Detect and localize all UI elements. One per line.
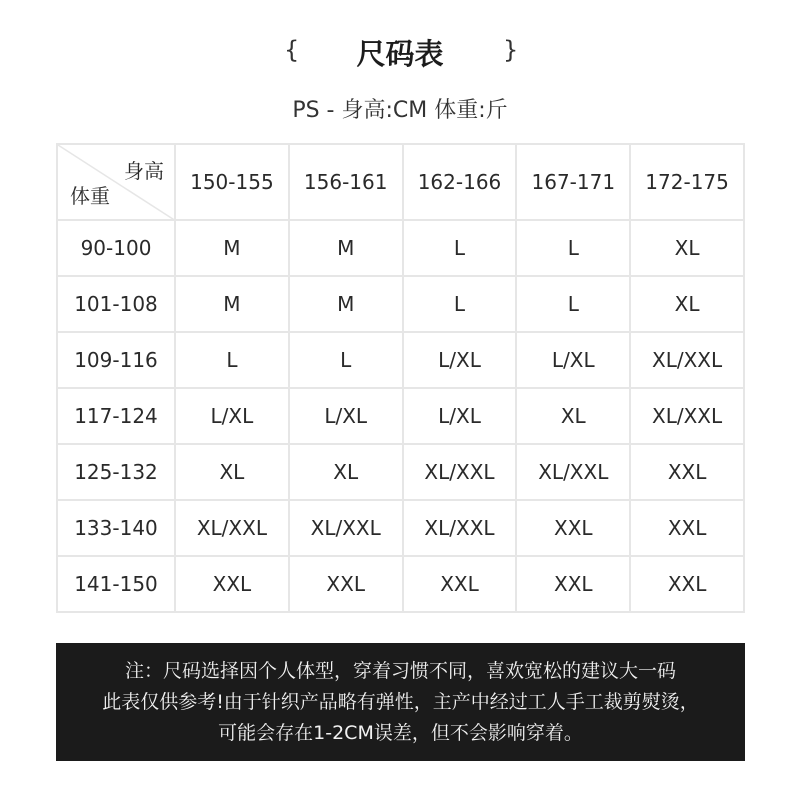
column-header-height-2: 156-161	[289, 144, 403, 220]
size-cell: L/XL	[175, 388, 289, 444]
size-cell: XL/XXL	[403, 500, 517, 556]
size-cell: L	[516, 276, 630, 332]
unit-subtitle: PS - 身高:CM 体重:斤	[292, 98, 508, 123]
table-row	[57, 220, 744, 276]
size-cell: XL	[630, 220, 744, 276]
size-cell: L/XL	[289, 388, 403, 444]
size-cell: M	[289, 220, 403, 276]
size-cell: L/XL	[516, 332, 630, 388]
title-row	[0, 30, 800, 76]
table-row	[57, 556, 744, 612]
size-cell: XL	[516, 388, 630, 444]
size-chart-table	[56, 143, 745, 613]
table-row	[57, 444, 744, 500]
sizing-note-box	[56, 643, 745, 761]
page-title: 尺码表	[356, 37, 444, 71]
size-cell: XXL	[516, 556, 630, 612]
table-row	[57, 276, 744, 332]
size-cell: XL	[630, 276, 744, 332]
row-header-weight: 117-124	[57, 388, 175, 444]
size-cell: XXL	[630, 500, 744, 556]
table-row	[57, 332, 744, 388]
size-cell: XXL	[516, 500, 630, 556]
size-cell: XL/XXL	[516, 444, 630, 500]
height-axis-label: 身高	[124, 159, 164, 183]
size-cell: L	[403, 220, 517, 276]
size-cell: XL/XXL	[630, 388, 744, 444]
size-cell: XXL	[630, 556, 744, 612]
size-cell: M	[175, 220, 289, 276]
size-cell: XL/XXL	[630, 332, 744, 388]
size-cell: L/XL	[403, 332, 517, 388]
size-cell: L/XL	[403, 388, 517, 444]
note-line-3: 可能会存在1-2CM误差，但不会影响穿着。	[218, 722, 583, 744]
note-line-1: 注：尺码选择因个人体型，穿着习惯不同，喜欢宽松的建议大一码	[124, 660, 676, 682]
size-cell: XXL	[403, 556, 517, 612]
column-header-height-5: 172-175	[630, 144, 744, 220]
size-cell: XXL	[175, 556, 289, 612]
corner-header-cell	[57, 144, 175, 220]
size-cell: M	[175, 276, 289, 332]
size-cell: XXL	[289, 556, 403, 612]
size-cell: XL/XXL	[403, 444, 517, 500]
row-header-weight: 133-140	[57, 500, 175, 556]
size-cell: L	[403, 276, 517, 332]
title-right-brace: }	[503, 36, 519, 64]
column-header-height-4: 167-171	[516, 144, 630, 220]
row-header-weight: 101-108	[57, 276, 175, 332]
note-line-2: 此表仅供参考!由于针织产品略有弹性，主产中经过工人手工裁剪熨烫，	[102, 691, 699, 713]
table-header-row	[57, 144, 744, 220]
size-cell: M	[289, 276, 403, 332]
size-cell: XL/XXL	[289, 500, 403, 556]
table-row	[57, 500, 744, 556]
row-header-weight: 125-132	[57, 444, 175, 500]
row-header-weight: 90-100	[57, 220, 175, 276]
size-cell: XL/XXL	[175, 500, 289, 556]
column-header-height-1: 150-155	[175, 144, 289, 220]
size-cell: L	[289, 332, 403, 388]
size-cell: L	[516, 220, 630, 276]
title-left-brace: {	[284, 36, 300, 64]
row-header-weight: 109-116	[57, 332, 175, 388]
size-cell: XL	[175, 444, 289, 500]
weight-axis-label: 体重	[70, 184, 110, 208]
column-header-height-3: 162-166	[403, 144, 517, 220]
size-cell: XL	[289, 444, 403, 500]
size-cell: L	[175, 332, 289, 388]
row-header-weight: 141-150	[57, 556, 175, 612]
size-cell: XXL	[630, 444, 744, 500]
table-row	[57, 388, 744, 444]
